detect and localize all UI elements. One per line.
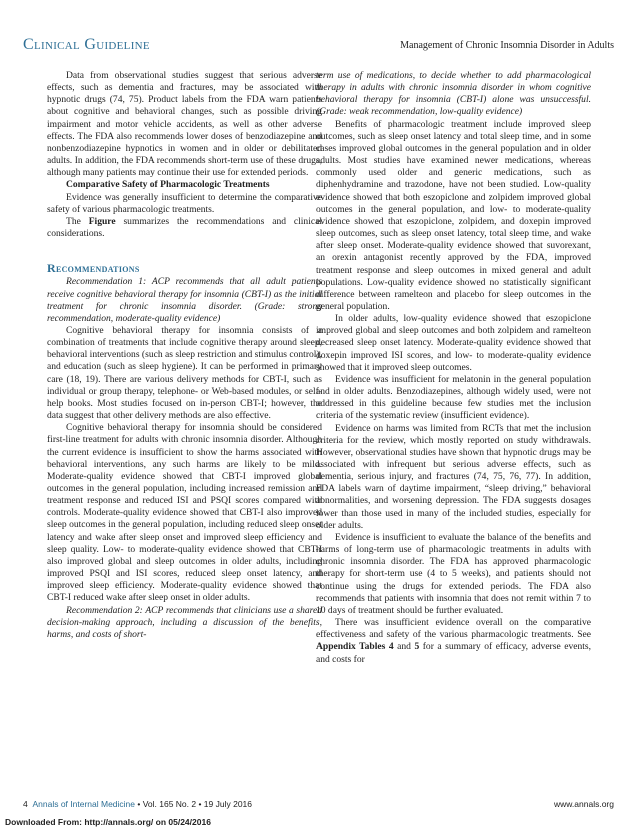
subheading: Comparative Safety of Pharmacologic Treatments (66, 179, 270, 191)
section-heading: Recommendations (47, 261, 140, 276)
paragraph: The Figure summarizes the recommendations and clinical considerations. (47, 215, 322, 240)
paragraph: Evidence on harms was limited from RCTs that met the inclusion criteria for the review, which mostly reported on study withdrawals. However, observational studies have shown that hypnotic drugs may be associated with infrequent but serious adverse effects, such as dementia, serious injury, and fractures (74, 75, 76, 77). In addition, FDA labels warn of daytime impairment, “sleep driving,” behavioral abnormalities, and worsening depression. The FDA suggests dosages lower than those used in many of the included studies, especially for older adults. (316, 422, 591, 531)
paragraph: Evidence was generally insufficient to determine the comparative safety of various pharmacologic treatments. (47, 191, 322, 215)
right-column (316, 70, 591, 666)
appendix-table-5-link[interactable]: 5 (414, 641, 420, 653)
footer-citation (23, 799, 252, 809)
paragraph: Benefits of pharmacologic treatment include improved sleep outcomes, such as sleep onset latency and total sleep time, and in some cases improved global outcomes in the general population and in older adults. Most studies have examined newer medications, whereas commonly used older and generic medications, such as diphenhydramine and trazodone, have not been studied. Low-quality evidence showed that both eszopiclone and zolpidem improved global outcomes in the general population, and low- to moderate-quality evidence showed that eszopiclone, zolpidem, and doxepin improved sleep outcomes, such as sleep onset latency, total sleep time, and wake after sleep onset. Moderate-quality evidence showed that suvorexant, an orexin antagonist recently approved by the FDA, improved treatment response and sleep outcomes in mixed general and adult populations. Low-quality evidence showed no statistically significant difference between ramelteon and placebo for sleep outcomes in the general population. (316, 118, 591, 312)
recommendation-2: Recommendation 2: ACP recommends that clinicians use a shared decision-making approach, including a discussion of the benefits, harms, and costs of short- (47, 604, 322, 640)
paragraph: Data from observational studies suggest that serious adverse effects, such as dementia and fractures, may be associated with hypnotic drugs (74, 75). Product labels from the FDA warn patients about cognitive and behavioral changes, such as possible driving impairment and motor vehicle accidents, as well as other adverse effects. The FDA also recommends lower doses of benzodiazepine and nonbenzodiazepine hypnotics in women and in older or debilitated adults. In addition, the FDA recommends short-term use of these drugs, although many patients may continue their use for extended periods. (47, 70, 322, 179)
paragraph: There was insufficient evidence overall on the comparative effectiveness and safety of the various pharmacologic treatments. See Appendix Tables 4 and 5 for a summary of efficacy, adverse events, and costs for (316, 617, 591, 665)
paragraph: In older adults, low-quality evidence showed that eszopiclone improved global and sleep outcomes and both zolpidem and ramelteon decreased sleep onset latency. Moderate-quality evidence showed that doxepin improved ISI scores, and low- to moderate-quality evidence showed that it improved sleep outcomes. (316, 313, 591, 373)
recommendation-1: Recommendation 1: ACP recommends that all adult patients receive cognitive behavioral therapy for insomnia (CBT-I) as the initial treatment for chronic insomnia disorder. (Grade: strong recommendation, moderate-quality evidence) (47, 276, 322, 324)
paragraph: Cognitive behavioral therapy for insomnia consists of a combination of treatments that include cognitive therapy around sleep, behavioral interventions (such as sleep restriction and stimulus control), and education (such as sleep hygiene). It can be performed in primary care (18, 19). There are various delivery methods for CBT-I, such as individual or group therapy, telephone- or Web-based modules, or self-help books. Most studies focused on in-person CBT-I; however, the data suggest that other delivery methods are also effective. (47, 324, 322, 422)
left-column (47, 70, 322, 641)
paragraph: Evidence is insufficient to evaluate the balance of the benefits and harms of long-term use of pharmacologic treatments in adults with chronic insomnia disorder. The FDA has approved pharmacologic therapy for short-term use (4 to 5 weeks), and patients should not continue using the drugs for extended periods. The FDA also recommends that patients with insomnia that does not remit within 7 to 10 days of treatment should be further evaluated. (316, 531, 591, 616)
running-head-title: Management of Chronic Insomnia Disorder in Adults (400, 40, 614, 51)
figure-link[interactable]: Figure (88, 215, 116, 227)
journal-name: Annals of Internal Medicine (32, 799, 135, 809)
paragraph: Evidence was insufficient for melatonin in the general population and in older adults. Benzodiazepines, although widely used, were not addressed in this guideline because few studies met the inclusion criteria of the systematic review (insufficient evidence). (316, 373, 591, 422)
paragraph: Cognitive behavioral therapy for insomnia should be considered first-line treatment for adults with chronic insomnia disorder. Although the current evidence is insufficient to show the harms associated with behavioral interventions, any such harms are likely to be mild. Moderate-quality evidence showed that CBT-I improved global outcomes in the general population, including increased remission and treatment response and reduced ISI and PSQI scores compared with controls. Moderate-quality evidence showed that CBT-I also improved sleep outcomes in the general population, including reduced sleep onset latency and wake after sleep onset and improved sleep efficiency and sleep quality. Low- to moderate-quality evidence showed that CBT-I also improved global and sleep outcomes in older adults, including improved PSQI and ISI scores, reduced sleep onset latency, and improved sleep efficiency. Moderate-quality evidence showed that CBT-I reduced wake after sleep onset in older adults. (47, 422, 322, 604)
running-head-section: Clinical Guideline (23, 36, 150, 53)
footer-site-link[interactable]: www.annals.org (553, 799, 614, 809)
page-number: 4 (23, 799, 28, 809)
appendix-table-4-link[interactable]: Appendix Tables 4 (316, 641, 394, 653)
recommendation-2-continued: term use of medications, to decide whether to add pharmacological therapy in adults with chronic insomnia disorder in whom cognitive behavioral therapy for insomnia (CBT-I) alone was unsuccessful. (Grade: weak recommendation, low-quality evidence) (316, 70, 591, 118)
issue-details: • Vol. 165 No. 2 • 19 July 2016 (135, 799, 252, 809)
download-notice: Downloaded From: http://annals.org/ on 05/24/2016 (5, 817, 211, 827)
